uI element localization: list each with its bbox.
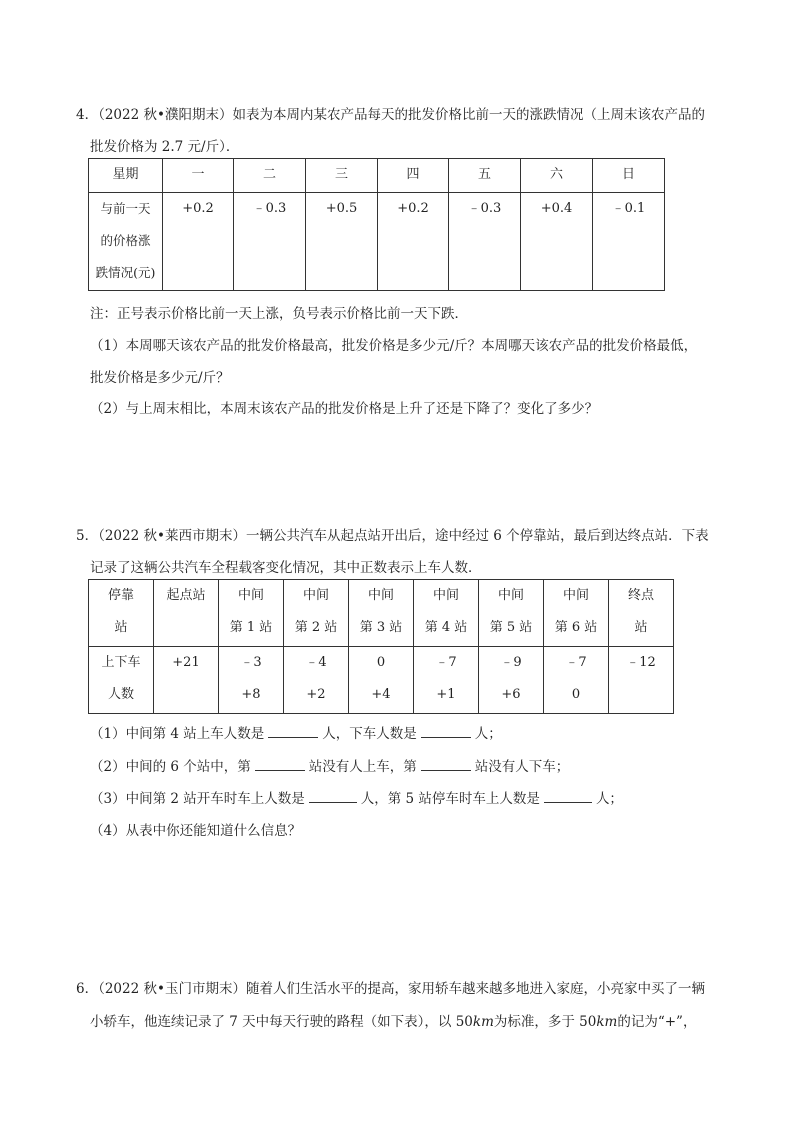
q5-sub3-text-c: 人；	[595, 791, 623, 807]
stop-header-line: 站	[114, 620, 128, 635]
q4-note: 注：正号表示价格比前一天上涨，负号表示价格比前一天下跌．	[90, 306, 468, 322]
row-label-price-change	[89, 193, 163, 291]
value-cell: +0.2	[163, 193, 234, 291]
change-cell	[544, 647, 609, 714]
change-value: ﹣7	[565, 655, 587, 670]
q4-subquestion-1-line-1: （1）本周哪天该农产品的批发价格最高，批发价格是多少元/斤？本周哪天该农产品的批发价格最低，	[90, 338, 698, 354]
answer-blank[interactable]	[421, 725, 471, 738]
stop-name: 中间	[237, 588, 264, 603]
day-cell: 四	[378, 159, 449, 193]
stop-cell	[479, 580, 544, 647]
answer-blank[interactable]	[309, 790, 357, 803]
value-cell: ﹣0.3	[449, 193, 521, 291]
change-value: +8	[241, 687, 261, 702]
q5-sub1-text-a: （1）中间第 4 站上车人数是	[90, 726, 265, 742]
stop-cell	[609, 580, 674, 647]
value-cell: +0.4	[521, 193, 593, 291]
value-cell: +0.2	[378, 193, 449, 291]
change-value: +2	[306, 687, 326, 702]
day-cell: 日	[593, 159, 665, 193]
stop-name: 中间	[367, 588, 394, 603]
stop-name: 起点站	[166, 588, 206, 603]
change-value: +6	[501, 687, 521, 702]
stop-name: 第 6 站	[554, 620, 598, 635]
q5-sub3-text-b: 人，第 5 站停车时车上人数是	[360, 791, 540, 807]
stop-name: 中间	[497, 588, 524, 603]
unit-km: km	[596, 1014, 618, 1030]
q5-sub2-text-a: （2）中间的 6 个站中，第	[90, 759, 251, 775]
stop-cell	[414, 580, 479, 647]
q5-text-line-2: 记录了这辆公共汽车全程载客变化情况，其中正数表示上车人数．	[90, 560, 482, 576]
row-label-line: 跌情况(元)	[95, 265, 156, 280]
stop-cell	[544, 580, 609, 647]
answer-blank[interactable]	[255, 758, 305, 771]
passenger-row-label	[89, 647, 154, 714]
stop-cell	[349, 580, 414, 647]
answer-blank[interactable]	[421, 758, 471, 771]
change-cell	[479, 647, 544, 714]
q5-text-line-1: 5．（2022 秋•莱西市期末）一辆公共汽车从起点站开出后，途中经过 6 个停靠站，最后到达终点站．下表	[76, 528, 709, 544]
q5-sub2-text-c: 站没有人下车；	[474, 759, 570, 775]
unit-km: km	[472, 1014, 494, 1030]
day-cell: 六	[521, 159, 593, 193]
day-cell: 一	[163, 159, 234, 193]
change-value: ﹣12	[626, 655, 656, 670]
stop-name: 第 5 站	[489, 620, 533, 635]
stop-cell	[284, 580, 349, 647]
change-value: 0	[376, 655, 386, 670]
change-cell	[609, 647, 674, 714]
change-value: 0	[571, 687, 581, 702]
q6-line2-part-a: 小轿车，他连续记录了 7 天中每天行驶的路程（如下表），以 50	[90, 1014, 473, 1030]
change-cell	[219, 647, 284, 714]
stop-name: 第 1 站	[229, 620, 273, 635]
change-cell	[154, 647, 219, 714]
q4-text-line-2: 批发价格为 2.7 元/斤）．	[90, 139, 240, 155]
value-cell: ﹣0.1	[593, 193, 665, 291]
answer-blank[interactable]	[544, 790, 592, 803]
q5-sub2-text-b: 站没有人上车，第	[308, 759, 417, 775]
stop-name: 站	[634, 620, 648, 635]
q5-subquestion-3	[90, 787, 623, 807]
q6-line2-part-b: 为标准，多于 50	[493, 1014, 597, 1030]
stop-cell	[154, 580, 219, 647]
change-value: ﹣3	[240, 655, 262, 670]
change-cell	[284, 647, 349, 714]
day-cell: 三	[306, 159, 378, 193]
day-cell: 五	[449, 159, 521, 193]
q4-subquestion-1-line-2: 批发价格是多少元/斤？	[90, 370, 230, 386]
stop-header-line: 停靠	[107, 588, 134, 603]
stop-name: 中间	[302, 588, 329, 603]
q5-sub3-text-a: （3）中间第 2 站开车时车上人数是	[90, 791, 305, 807]
q6-text-line-1: 6．（2022 秋•玉门市期末）随着人们生活水平的提高，家用轿车越来越多地进入家庭，小亮家中买了一辆	[76, 981, 705, 997]
q5-subquestion-1	[90, 722, 502, 742]
q4-subquestion-2: （2）与上周末相比，本周末该农产品的批发价格是上升了还是下降了？变化了多少？	[90, 401, 599, 417]
q5-subquestion-2	[90, 755, 569, 775]
change-value: ﹣4	[305, 655, 327, 670]
change-value: +21	[172, 655, 200, 670]
stop-name: 第 4 站	[424, 620, 468, 635]
value-cell: +0.5	[306, 193, 378, 291]
stop-name: 第 3 站	[359, 620, 403, 635]
q6-text-line-2	[90, 1010, 696, 1030]
q4-text-line-1: 4．（2022 秋•濮阳期末）如表为本周内某农产品每天的批发价格比前一天的涨跌情况（上周末该农产品的	[76, 107, 705, 123]
change-value: +4	[371, 687, 391, 702]
day-cell: 二	[234, 159, 306, 193]
row-label-line: 上下车	[101, 655, 141, 670]
stop-name: 中间	[562, 588, 589, 603]
answer-blank[interactable]	[268, 725, 318, 738]
row-label-line: 人数	[107, 687, 134, 702]
q5-subquestion-4: （4）从表中你还能知道什么信息？	[90, 823, 302, 839]
stop-name: 第 2 站	[294, 620, 338, 635]
price-change-table	[88, 158, 665, 291]
q5-sub1-text-c: 人；	[474, 726, 502, 742]
change-value: +1	[436, 687, 456, 702]
stop-name: 终点	[627, 588, 654, 603]
change-cell	[414, 647, 479, 714]
change-value: ﹣7	[435, 655, 457, 670]
stop-cell	[219, 580, 284, 647]
stop-name: 中间	[432, 588, 459, 603]
row-label-line: 与前一天	[100, 201, 151, 216]
header-weekday-label: 星期	[89, 159, 163, 193]
change-cell	[349, 647, 414, 714]
q6-line2-part-c: 的记为“+”，	[617, 1014, 697, 1030]
stop-header-cell	[89, 580, 154, 647]
bus-passenger-table	[88, 579, 674, 714]
change-value: ﹣9	[500, 655, 522, 670]
row-label-line: 的价格涨	[100, 233, 151, 248]
q5-sub1-text-b: 人，下车人数是	[322, 726, 417, 742]
value-cell: ﹣0.3	[234, 193, 306, 291]
